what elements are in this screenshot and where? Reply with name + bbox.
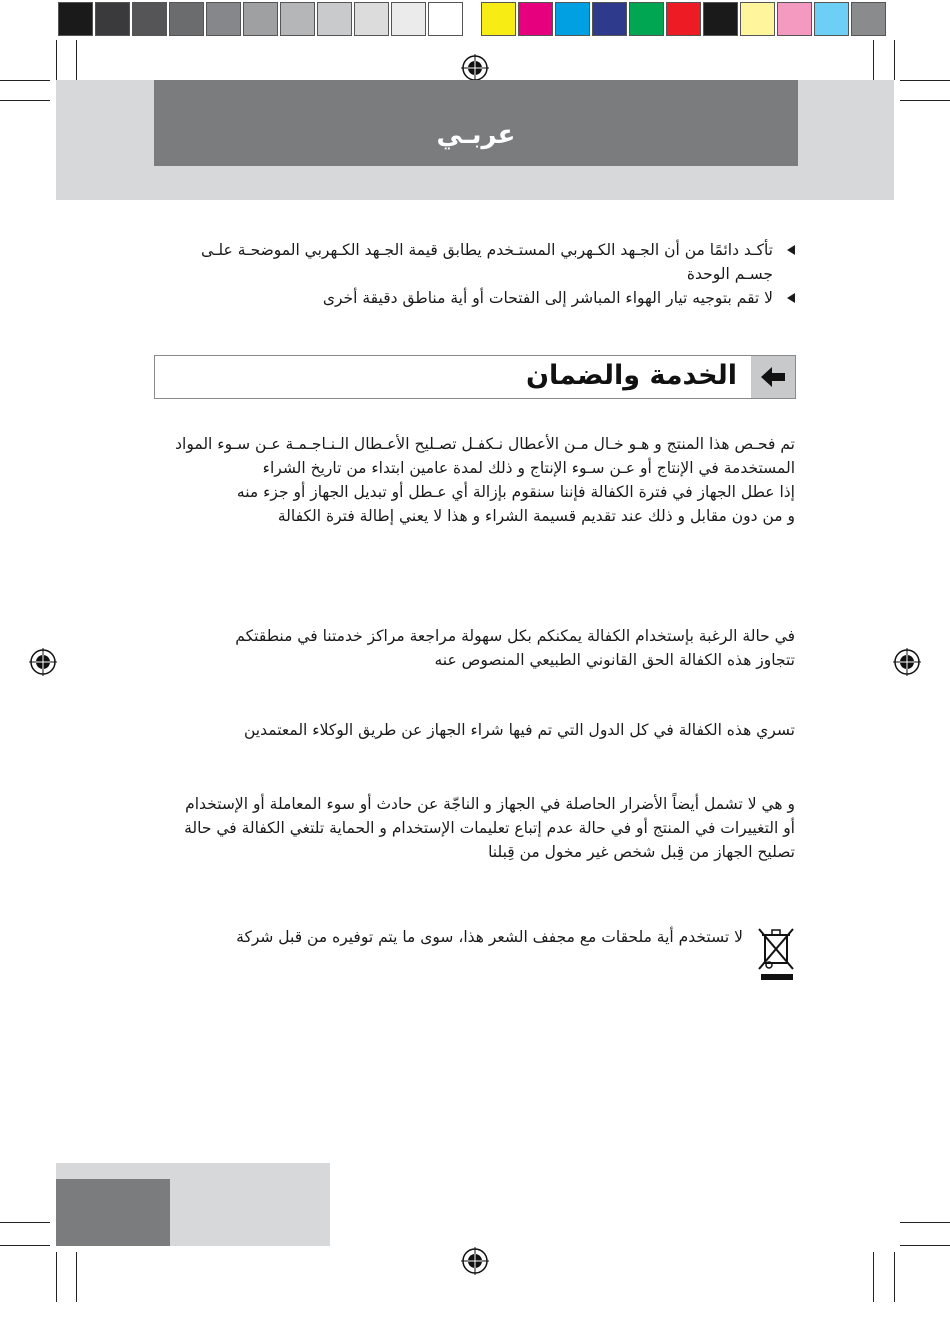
color-swatch	[555, 2, 590, 36]
warranty-text-line: تم فحـص هذا المنتج و هـو خـال مـن الأعطال نـكفـل تصـليح الأعـطال الـنـاجـمـة عـن سـوء المواد المستخدمة في الإنتاج أو عـن سـوء الإنتاج و ذلك لمدة عامين ابتداء من تاريخ الشراء	[175, 435, 795, 477]
color-swatch	[317, 2, 352, 36]
arrow-left-icon	[751, 356, 795, 398]
footer-page-tab	[56, 1179, 170, 1246]
warranty-paragraph	[175, 624, 795, 672]
color-swatch	[851, 2, 886, 36]
crop-mark	[76, 1252, 77, 1302]
color-swatch	[206, 2, 241, 36]
warranty-text-line: و من دون مقابل و ذلك عند تقديم قسيمة الشراء و هذا لا يعني إطالة فترة الكفالة	[277, 507, 795, 525]
color-calibration-bar	[481, 2, 888, 38]
color-swatch	[703, 2, 738, 36]
crop-mark	[900, 1245, 950, 1246]
color-swatch	[481, 2, 516, 36]
warranty-paragraph	[175, 432, 795, 528]
gray-calibration-bar	[58, 2, 465, 38]
color-swatch	[391, 2, 426, 36]
warranty-text-line: في حالة الرغبة بإستخدام الكفالة يمكنكم بكل سهولة مراجعة مراكز خدمتنا في منطقتكم	[235, 627, 795, 645]
color-swatch	[132, 2, 167, 36]
color-swatch	[243, 2, 278, 36]
crossed-out-wheelie-bin-icon	[756, 925, 796, 983]
color-swatch	[169, 2, 204, 36]
warranty-paragraph: و هي لا تشمل أيضاً الأضرار الحاصلة في الجهاز و الناجّة عن حادث أو سوء المعاملة أو الإستخدام أو التغييرات في المنتج أو في حالة عدم إتباع تعليمات الإستخدام و الحماية تلتغي الكفالة في حالة تصليح الجهاز من قِبل شخص غير مخول من قِبلنا	[184, 795, 795, 861]
registration-mark-icon	[893, 648, 921, 676]
warranty-paragraph: تسري هذه الكفالة في كل الدول التي تم فيها شراء الجهاز عن طريق الوكلاء المعتمدين	[244, 721, 795, 739]
crop-mark	[0, 1245, 50, 1246]
color-swatch	[592, 2, 627, 36]
crop-mark	[900, 1222, 950, 1223]
language-title: عربـي	[436, 120, 516, 150]
color-swatch	[428, 2, 463, 36]
crop-mark	[0, 1222, 50, 1223]
crop-mark	[0, 80, 50, 81]
section-arrow-cell	[751, 356, 795, 398]
crop-mark	[56, 1252, 57, 1302]
crop-mark	[873, 40, 874, 80]
crop-mark	[56, 40, 57, 80]
color-swatch	[629, 2, 664, 36]
warranty-text-line: تتجاوز هذه الكفالة الحق القانوني الطبيعي المنصوص عنه	[434, 651, 795, 669]
registration-mark-icon	[29, 648, 57, 676]
color-swatch	[95, 2, 130, 36]
bullet-item: لا تقم بتوجيه تيار الهواء المباشر إلى الفتحات أو أية مناطق دقيقة أخرى	[175, 286, 795, 310]
warranty-text-line: إذا عطل الجهاز في فترة الكفالة فإننا سنقوم بإزالة أي عـطل أو تبديل الجهاز أو جزء منه	[236, 483, 795, 501]
registration-mark-icon	[461, 54, 489, 82]
color-swatch	[740, 2, 775, 36]
registration-mark-icon	[461, 1247, 489, 1275]
crop-mark	[894, 1252, 895, 1302]
crop-mark	[900, 100, 950, 101]
crop-mark	[894, 40, 895, 80]
crop-mark	[76, 40, 77, 80]
color-swatch	[354, 2, 389, 36]
accessories-notice: لا تستخدم أية ملحقات مع مجفف الشعر هذا، سوى ما يتم توفيره من قبل شركة	[236, 928, 743, 946]
section-heading-box	[154, 355, 796, 399]
crop-mark	[873, 1252, 874, 1302]
color-swatch	[777, 2, 812, 36]
color-swatch	[280, 2, 315, 36]
crop-mark	[900, 80, 950, 81]
section-title: الخدمة والضمان	[525, 360, 737, 391]
color-swatch	[58, 2, 93, 36]
color-swatch	[518, 2, 553, 36]
color-swatch	[666, 2, 701, 36]
color-swatch	[814, 2, 849, 36]
safety-bullet-list	[175, 238, 795, 310]
crop-mark	[0, 100, 50, 101]
bullet-item: تأكـد دائمًا من أن الجـهد الكـهربي المستـخدم يطابق قيمة الجـهد الكـهربي الموضحـة علـى جسـم الوحدة	[175, 238, 795, 286]
